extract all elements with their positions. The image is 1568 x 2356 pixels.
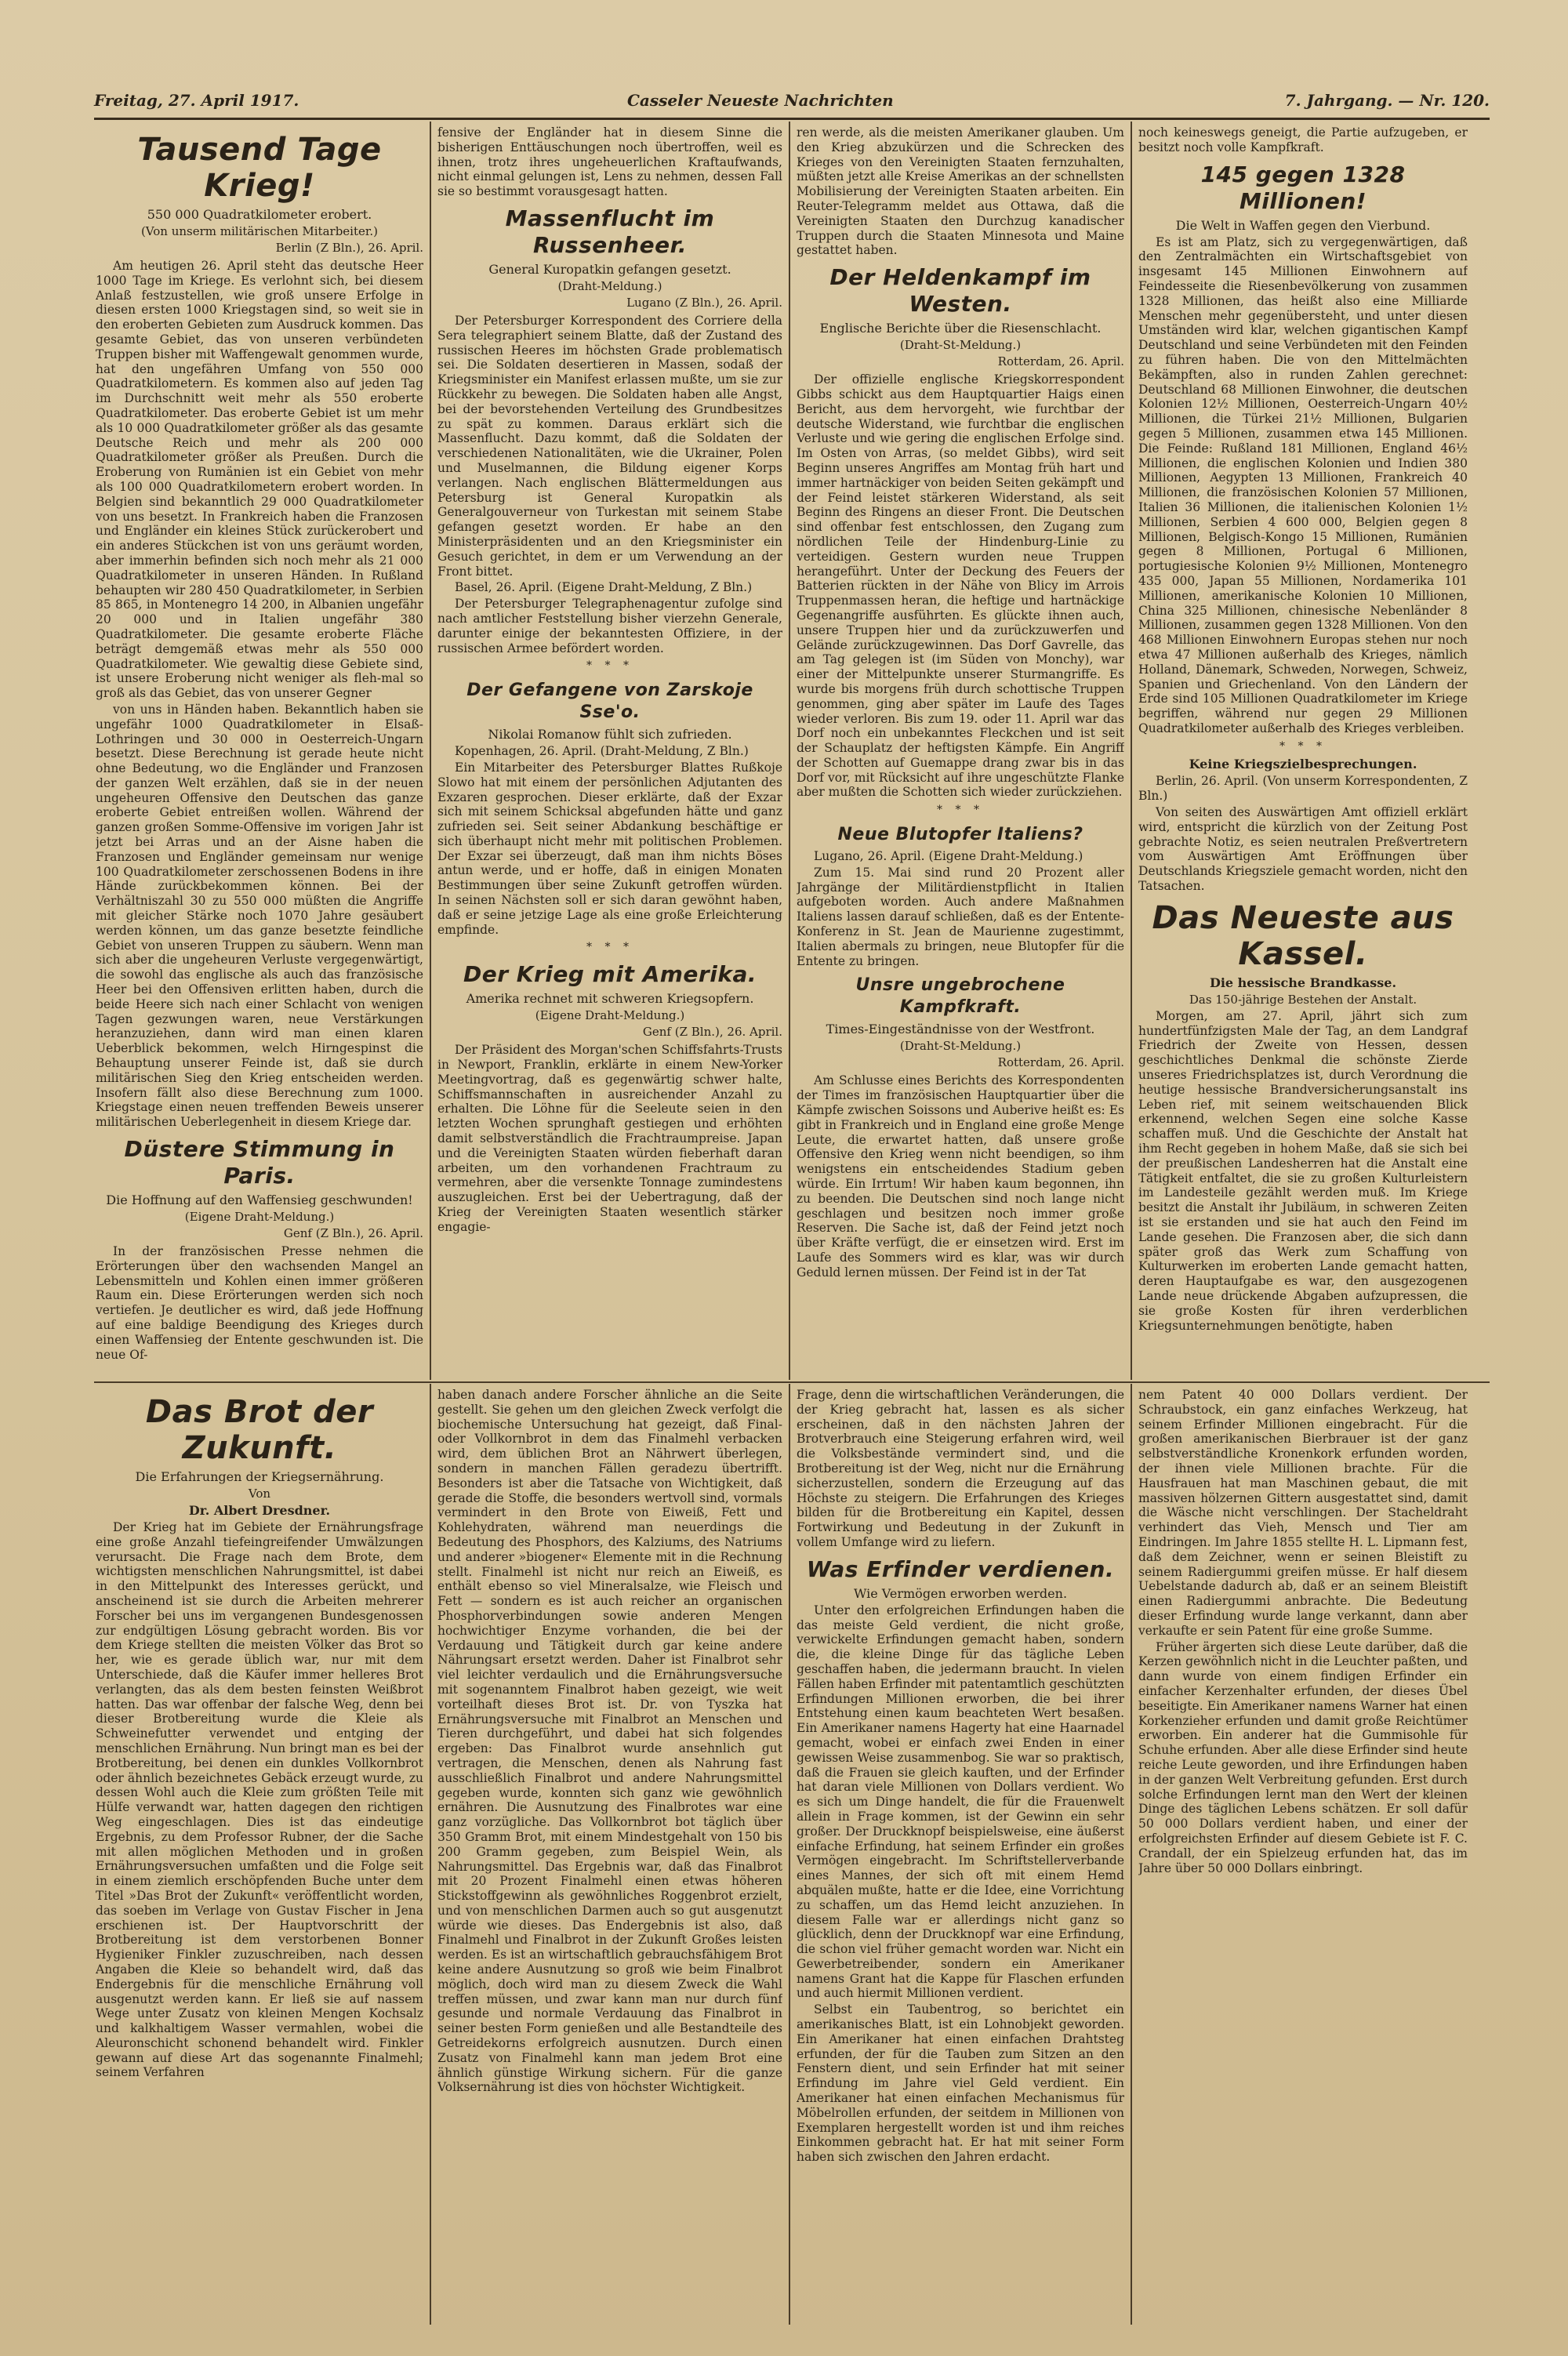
article-paragraph: Der offizielle englische Kriegskorrespondent Gibbs schickt aus dem Hauptquartier Haigs einen Bericht, aus dem hervorgeht, wie furchtbar der deutsche Widerstand, wie furchtbar die englischen Verluste und wie gering die englischen Erfolge sind. Im Osten von Arras, (so meldet Gibbs), wird seit Beginn unseres Angriffes am Montag früh hart und immer hartnäckiger von beiden Seiten gekämpft und der Feind leistet stärkeren Widerstand, als seit Beginn des Ringens an dieser Front. Die Deutschen sind offenbar fest entschlossen, den Zugang zum nördlichen Teile der Hindenburg-Linie zu verteidigen. Gestern wurden neue Truppen herangeführt. Unter der Deckung des Feuers der Batterien rückten in der Nähe von Blicy im Arrois Truppenmassen heran, die heftige und hartnäckige Gegenangriffe ausführten. Es glückte ihnen auch, unsere Truppen hier und da zurückzuwerfen und Gelände zurückzugewinnen. Das Dorf Gavrelle, das am Tag gelegen ist (im Süden von Monchy), war einer der Mittelpunkte unserer Sturmangriffe. Es wurde bis morgens früh durch schottische Truppen genommen, ging aber später im Laufe des Tages wieder verloren. Bis zum 19. oder 11. April war das Dorf noch ein unbekanntes Fleckchen und ist seit der Schauplatz der heftigsten Kämpfe. Ein Angriff der Schotten auf Guemappe drang zwar bis in das Dorf vor, mit Rücksicht auf ihre ungeschützte Flanke aber mußten die Schotten sich wieder zurückziehen. — [797, 372, 1124, 800]
article-by: Von — [248, 1487, 271, 1501]
article-paragraph: Der Präsident des Morgan'schen Schiffsfahrts-Trusts in Newport, Franklin, erklärte in einem New-Yorker Meetingvortrag, daß es gegenwärtig schwer halte, Schiffsmannschaften in ausreichender Anzahl zu erhalten. Die Löhne für die Seeleute seien in den letzten Wochen sprunghaft gestiegen und erhöhten damit selbstverständlich die Frachtraumpreise. Japan und die Vereinigten Staaten würden fieberhaft daran arbeiten, um den vorhandenen Frachtraum zu vermehren, aber die versenkte Tonnage zumindestens auszugleichen. Erst bei der Uebertragung, daß der Krieg der Vereinigten Staaten wesentlich stärker engagie- — [437, 1043, 782, 1234]
article-dateline: Genf (Z Bln.), 26. April. — [283, 1226, 423, 1241]
column-2 — [437, 125, 782, 1378]
masthead — [94, 86, 1490, 120]
article-subtitle: Die Hoffnung auf den Waffensieg geschwunden! — [106, 1193, 413, 1208]
separator-stars: * * * — [586, 659, 633, 673]
article-paragraph: ren werde, als die meisten Amerikaner glauben. Um den Krieg abzukürzen und die Schrecken des Krieges von den Vereinigten Staaten fernzuhalten, müßten jetzt alle Kreise Amerikas an der schnellsten Mobilisierung der Vereinigten Staaten arbeiten. Ein Reuter-Telegramm meldet aus Ottawa, daß die Vereinigten Staaten den Durchzug kanadischer Truppen durch die Staaten Minnesota und Maine gestattet haben. — [797, 125, 1124, 258]
article-source: (Draht-St-Meldung.) — [899, 1039, 1022, 1054]
masthead-paper-name: Casseler Neueste Nachrichten — [627, 91, 894, 110]
column-rule — [430, 1384, 431, 2325]
article-paragraph: Am Schlusse eines Berichts des Korrespondenten der Times im französischen Hauptquartier über die Kämpfe zwischen Soissons und Auberive heißt es: Es gibt in Frankreich und in England eine große Menge Leute, die erwartet hatten, daß unsere große Offensive den Krieg wenn nicht beendigen, so ihm wenigstens ein entscheidendes Stadium geben würde. Ein Irrtum! Wir haben kaum begonnen, ihn zu beenden. Die Deutschen sind noch lange nicht geschlagen und besitzen noch immer große Reserven. Die Sache ist, daß der Feind jetzt noch über Kräfte verfügt, die er einsetzen wird. Erst im Laufe des Sommers wird es klar, was wir durch Geduld lernen müssen. Der Feind ist in der Tat — [797, 1073, 1124, 1280]
feuilleton-column-4 — [1138, 1388, 1468, 2321]
column-rule — [1131, 1384, 1132, 2325]
feuilleton-column-1 — [96, 1388, 423, 2321]
article-paragraph: Von seiten des Auswärtigen Amt offiziell erklärt wird, entspricht die kürzlich von der Zeitung Post gebrachte Notiz, es seien neutralen Preßvertretern vom Auswärtigen Amt Eröffnungen über Deutschlands Kriegsziele gemacht worden, nicht den Tatsachen. — [1138, 805, 1468, 894]
article-source: (Draht-Meldung.) — [557, 278, 662, 293]
separator-stars: * * * — [586, 941, 633, 954]
article-paragraph: Der Petersburger Korrespondent des Corriere della Sera telegraphiert seinem Blatte, daß der Zustand des russischen Heeres im höchsten Grade problematisch sei. Die Soldaten desertieren in Massen, sodaß der Kriegsminister ein Manifest erlassen mußte, um sie zur Rückkehr zu bewegen. Die Soldaten haben alle Angst, bei der bevorstehenden Verteilung des Grundbesitzes zu spät zu kommen. Daraus erklärt sich die Massenflucht. Dazu kommt, daß die Soldaten der verschiedenen Nationalitäten, wie die Ukrainer, Polen und Muselmannen, die Bildung eigener Korps verlangen. Nach englischen Blättermeldungen aus Petersburg ist General Kuropatkin als Generalgouverneur von Turkestan mit seinem Stabe gefangen gesetzt worden. Er habe an den Ministerpräsidenten und an den Kriegsminister ein Gesuch gerichtet, in dem er um Verwendung an der Front bittet. — [437, 313, 782, 579]
article-title: Tausend Tage Krieg! — [137, 132, 382, 204]
column-4 — [1138, 125, 1468, 1378]
masthead-date: Freitag, 27. April 1917. — [94, 91, 299, 110]
article-title: Keine Kriegszielbesprechungen. — [1189, 757, 1417, 772]
article-title: Der Krieg mit Amerika. — [463, 961, 757, 988]
article-dateline: Rotterdam, 26. April. — [997, 1055, 1124, 1070]
column-rule — [430, 122, 431, 1380]
article-subtitle: Das 150-jährige Bestehen der Anstalt. — [1189, 992, 1417, 1007]
article-title: Unsre ungebrochene Kampfkraft. — [855, 975, 1065, 1018]
article-subtitle: Die hessische Brandkasse. — [1209, 975, 1397, 990]
article-paragraph: fensive der Engländer hat in diesem Sinne die bisherigen Enttäuschungen noch übertroffen, weil es ihnen, trotz ihres ungeheuerlichen Kraftaufwands, nicht einmal gelungen ist, Lens zu nehmen, dessen Fall sie so bestimmt vorausgesagt hatten. — [437, 125, 782, 199]
separator-stars: * * * — [1279, 739, 1327, 753]
article-paragraph: Frage, denn die wirtschaftlichen Veränderungen, die der Krieg gebracht hat, lassen es als sicher erscheinen, daß in den nächsten Jahren der Brotverbrauch eine Steigerung erfahren wird, weil die Volksbestände vermindert sind, und die Brotbereitung ist der Weg, nicht nur die Ernährung sicherzustellen, sondern die Erzeugung auf das Höchste zu steigern. Die Erfahrungen des Krieges bilden für die Brotbereitung ein Kapitel, dessen Fortwirkung und Bedeutung in der Zukunft in vollem Umfange wird zu liefern. — [797, 1388, 1124, 1549]
article-source: (Eigene Draht-Meldung.) — [535, 1008, 685, 1023]
article-title: Der Gefangene von Zarskoje Sse'o. — [466, 681, 753, 723]
section-divider — [94, 1381, 1490, 1383]
separator-stars: * * * — [937, 804, 984, 817]
article-subtitle: 550 000 Quadratkilometer erobert. — [147, 207, 372, 222]
article-paragraph: Der Krieg hat im Gebiete der Ernährungsfrage eine große Anzahl tiefeingreifender Umwälzungen verursacht. Die Frage nach dem Brote, dem wichtigsten menschlichen Nahrungsmittel, ist dabei in den Mittelpunkt des Interesses gerückt, und anscheinend ist sie durch die Arbeiten mehrerer Forscher bei uns im vergangenen Bundesgenossen zur endgültigen Lösung gebracht worden. Bis vor dem Kriege stellten die meisten Völker das Brot so her, wie es gerade üblich war, nur mit dem Unterschiede, daß die Käufer immer helleres Brot verlangten, das als dem besten feinsten Weißbrot hatten. Das war offenbar der falsche Weg, denn bei dieser Brotbereitung wurde die Kleie als Schweinefutter verwendet und entging der menschlichen Ernährung. Nun bringt man es bei der Brotbereitung, bei denen ein dunkles Vollkornbrot oder ähnlich bezeichnetes Gebäck erzeugt wurde, zu dessen Wohl auch die Kleie zum größten Teile mit Hülfe verwandt war, hatten dagegen den richtigen Weg eingeschlagen. Dies ist das eindeutige Ergebnis, zu dem Professor Rubner, der die Sache mit allen möglichen Methoden und in großen Ernährungsversuchen umfaßten und die Folge seit in einem ziemlich erschöpfenden Buche unter dem Titel »Das Brot der Zukunft« veröffentlicht worden, das soeben im Verlage von Gustav Fischer in Jena erschienen ist. Der Hauptvorschritt der Brotbereitung ist dem verstorbenen Bonner Hygieniker Finkler zuzuschreiben, nach dessen Angaben die Kleie so behandelt wird, daß das Endergebnis für die menschliche Ernährung voll ausgenutzt werden kann. Er ließ sie auf nassem Wege unter Zusatz von kleinen Mengen Kochsalz und kalkhaltigem Wasser vermahlen, wobei die Aleuronschicht schonend behandelt wird. Finkler gewann auf diese Art das sogenannte Finalmehl; seinem Verfahren — [96, 1520, 423, 2080]
column-rule — [1131, 122, 1132, 1380]
article-dateline-inline: Kopenhagen, 26. April. (Draht-Meldung, Z Bln.) — [455, 744, 749, 759]
article-dateline: Lugano (Z Bln.), 26. April. — [626, 295, 782, 310]
article-title: 145 gegen 1328 Millionen! — [1200, 161, 1406, 214]
article-title: Massenflucht im Russenheer. — [505, 205, 715, 258]
article-paragraph: Am heutigen 26. April steht das deutsche Heer 1000 Tage im Kriege. Es verlohnt sich, bei diesem Anlaß festzustellen, wie groß unsere Erfolge in diesen ersten 1000 Kriegstagen sind, so weit sie in den eroberten Gebieten zum Ausdruck kommen. Das gesamte Gebiet, das von unseren verbündeten Truppen bisher mit Waffengewalt genommen wurde, hat den ungefähren Umfang von 550 000 Quadratkilometern. Es kommen also auf jeden Tag im Durchschnitt weit mehr als 550 eroberte Quadratkilometer. Das eroberte Gebiet ist um mehr als 10 000 Quadratkilometer größer als das gesamte Deutsche Reich und mehr als 200 000 Quadratkilometer größer als Preußen. Durch die Eroberung von Rumänien ist ein Gebiet von mehr als 100 000 Quadratkilometern erobert worden. In Belgien sind bekanntlich 29 000 Quadratkilometer von uns besetzt. In Frankreich haben die Franzosen und Engländer ein kleines Stück zurückerobert und ein anderes Stückchen ist von uns geräumt worden, aber immerhin befinden sich noch mehr als 21 000 Quadratkilometer in unseren Händen. In Rußland behaupten wir 280 450 Quadratkilometer, in Serbien 85 865, in Montenegro 14 200, in Albanien ungefähr 20 000 und in Italien ungefähr 380 Quadratkilometer. Die gesamte eroberte Fläche beträgt demgemäß etwas mehr als 550 000 Quadratkilometer. Wie gewaltig diese Gebiete sind, ist unsere Eroberung nicht weniger als fleh-mal so groß als das Gebiet, das von unserer Gegner — [96, 259, 423, 701]
feuilleton-column-2 — [437, 1388, 782, 2321]
article-subtitle: Die Welt in Waffen gegen den Vierbund. — [1175, 217, 1431, 233]
article-subtitle: Nikolai Romanow fühlt sich zufrieden. — [488, 727, 732, 742]
article-subtitle: Amerika rechnet mit schweren Kriegsopfern. — [466, 991, 754, 1007]
article-subtitle: Wie Vermögen erworben werden. — [853, 1585, 1068, 1601]
article-paragraph: Zum 15. Mai sind rund 20 Prozent aller Jahrgänge der Militärdienstpflicht in Italien aufgeboten worden. Auch andere Maßnahmen Italiens lassen darauf schließen, daß es der Entente-Konferenz in St. Jean de Maurienne zugestimmt, Italien abermals zu bringen, neue Blutopfer für die Entente zu bringen. — [797, 865, 1124, 968]
article-paragraph: Der Petersburger Telegraphenagentur zufolge sind nach amtlicher Feststellung bisher vierzehn Generale, darunter einige der bekanntesten Offiziere, in der russischen Armee befördert worden. — [437, 597, 782, 655]
article-title: Düstere Stimmung in Paris. — [124, 1136, 395, 1189]
article-source: (Draht-St-Meldung.) — [899, 338, 1022, 353]
article-paragraph: noch keineswegs geneigt, die Partie aufzugeben, er besitzt noch volle Kampfkraft. — [1138, 125, 1468, 154]
article-dateline: Berlin (Z Bln.), 26. April. — [275, 241, 423, 255]
article-title: Der Heldenkampf im Westen. — [829, 264, 1091, 318]
article-title: Das Brot der Zukunft. — [145, 1394, 374, 1466]
article-author: Dr. Albert Dresdner. — [188, 1503, 331, 1518]
article-dateline-inline: Lugano, 26. April. (Eigene Draht-Meldung.) — [814, 849, 1083, 864]
article-dateline-inline: Basel, 26. April. (Eigene Draht-Meldung, Z Bln.) — [455, 580, 753, 595]
article-paragraph: In der französischen Presse nehmen die Erörterungen über den wachsenden Mangel an Lebensmitteln und Kohlen einen immer größeren Raum ein. Diese Erörterungen werden sich noch vertiefen. Je deutlicher es wird, daß jede Hoffnung auf eine baldige Beendigung des Krieges durch einen Waffensieg der Entente geschwunden ist. Die neue Of- — [96, 1244, 423, 1362]
column-rule — [789, 122, 790, 1380]
article-subtitle: Times-Eingeständnisse von der Westfront. — [826, 1022, 1095, 1037]
article-paragraph: Unter den erfolgreichen Erfindungen haben die das meiste Geld verdient, die nicht große, verwickelte Erfindungen gemacht haben, sondern die, die kleine Dinge für das tägliche Leben geschaffen haben, die jedermann braucht. In vielen Fällen haben Erfinder mit patentamtlich geschützten Erfindungen Millionen erworben, die bei ihrer Entstehung einen kaum beachteten Wert besaßen. Ein Amerikaner namens Hagerty hat eine Haarnadel gemacht, wobei er einfach zwei Enden in einer gewissen Weise zusammenbog. Sie war so praktisch, daß die Frauen sie gleich kauften, und der Erfinder hat daran viele Millionen von Dollars verdient. Wo es sich um Dinge handelt, die für die Frauenwelt allein in Frage kommen, ist der Gewinn ein sehr großer. Der Druckknopf beispielsweise, eine äußerst einfache Erfindung, hat seinem Erfinder ein großes Vermögen eingebracht. Im Schriftstellerverbande eines Mannes, der sich oft mit einem Hemd abquälen mußte, hatte er die Idee, eine Vorrichtung zu schaffen, um das Hemd leicht anzuziehen. In diesem Falle war er allerdings nicht ganz so glücklich, denn der Druckknopf war eine Erfindung, die schon viel früher gemacht worden war. Nicht ein Gewerbetreibender, sondern ein Amerikaner namens Grant hat die Kappe für Flaschen erfunden und auch hiermit Millionen verdient. — [797, 1603, 1124, 2001]
column-rule — [789, 1384, 790, 2325]
article-subtitle: Die Erfahrungen der Kriegsernährung. — [135, 1469, 384, 1484]
article-subtitle: General Kuropatkin gefangen gesetzt. — [488, 261, 731, 277]
article-subtitle: Englische Berichte über die Riesenschlacht. — [819, 321, 1102, 336]
article-paragraph: Früher ärgerten sich diese Leute darüber, daß die Kerzen gewöhnlich nicht in die Leuchter paßten, und dann wurde von einem findigen Erfinder ein einfacher Kerzenhalter erfunden, der dieses Übel beseitigte. Ein Amerikaner namens Warner hat einen Korkenzieher erfunden und damit große Reichtümer erworben. Ein anderer hat die Gummisohle für Schuhe erfunden. Aber alle diese Erfinder sind heute reiche Leute geworden, und ihre Erfindungen haben in der ganzen Welt Verbreitung gefunden. Erst durch solche Erfindungen lernt man den Wert der kleinen Dinge des täglichen Lebens schätzen. Er soll dafür 50 000 Dollars verdient haben, und einer der erfolgreichsten Erfinder auf diesem Gebiete ist F. C. Crandall, der ein Spielzeug erfunden hat, das im Jahre über 50 000 Dollars einbringt. — [1138, 1639, 1468, 1875]
article-paragraph: nem Patent 40 000 Dollars verdient. Der Schraubstock, ein ganz einfaches Werkzeug, hat seinem Erfinder Millionen eingebracht. Für die großen amerikanischen Bierbrauer ist der ganz selbstverständliche Kronenkork erfunden worden, der ihnen viele Millionen brachte. Für die Hausfrauen hat man Maschinen gebaut, die mit massiven hölzernen Gittern ausgestattet sind, damit die Wäsche nicht verschlingen. Der Stacheldraht verhindert das Vieh, Mensch und Tier am Eindringen. Im Jahre 1855 stellte H. L. Lipmann fest, daß dem Zeichner, wenn er seinen Bleistift zu seinem Radiergummi greifen müsse. Er half diesem Uebelstande dadurch ab, daß er an seinem Bleistift einen Radiergummi anbrachte. Die Bedeutung dieser Erfindung wurde lange verkannt, dann aber verkaufte er sein Patent für eine große Summe. — [1138, 1388, 1468, 1638]
article-paragraph: von uns in Händen haben. Bekanntlich haben sie ungefähr 1000 Quadratkilometer in Elsaß-Lothringen und 30 000 in Oesterreich-Ungarn besetzt. Diese Berechnung ist gerade heute nicht ohne Bedeutung, wo die Engländer und Franzosen der ganzen Welt erzählen, daß sie in der neuen ungeheuren Offensive den Deutschen das ganze eroberte Gebiet entreißen wollen. Während der ganzen großen Somme-Offensive im vorigen Jahr ist jetzt bei Arras und an der Aisne haben die Franzosen und Engländer gemeinsam nur wenige 100 Quadratkilometer zerschossenen Bodens in ihre Hände zurückbekommen können. Bei der Verhältniszahl 30 zu 550 000 müßten die Angriffe mit gleicher Stärke noch 1070 Jahre gesäubert werden können, um das ganze besetzte feindliche Gebiet von unseren Truppen zu säubern. Wenn man sich aber die ungeheuren Verluste vergegenwärtigt, die sowohl das englische als auch das französische Heer bei den Offensiven erlitten haben, durch die beide Heere sich nach einer Schlacht von wenigen Tagen gezwungen waren, neue Verstärkungen heranzuziehen, dann wird man einen klaren Ueberblick bekommen, welch Hirngespinst die Behauptung unserer Feinde ist, daß sie durch militärischen Sieg den Krieg entscheiden werden. Insofern fällt also diese Berechnung zum 1000. Kriegstage einen neuen treffenden Beweis unserer militärischen Ueberlegenheit in diesem Kriege dar. — [96, 702, 423, 1130]
column-1 — [96, 125, 423, 1378]
feuilleton-column-3 — [797, 1388, 1124, 2321]
article-dateline: Rotterdam, 26. April. — [997, 354, 1124, 369]
article-byline: (Von unserm militärischen Mitarbeiter.) — [140, 224, 379, 238]
article-source: (Eigene Draht-Meldung.) — [184, 1210, 335, 1225]
article-paragraph: haben danach andere Forscher ähnliche an die Seite gestellt. Sie gehen um den gleichen Zweck verfolgt die biochemische Untersuchung hat gezeigt, daß Final- oder Vollkornbrot in dem das Finalmehl verbacken wird, dem üblichen Brot an Nährwert überlegen, sondern in manchen Fällen geradezu übertrifft. Besonders ist aber die Tatsache von Wichtigkeit, daß gerade die Stoffe, die besonders wertvoll sind, vormals vermindert in den Brote von Eiweiß, Fett und Kohlehydraten, während man neuerdings die Bedeutung des Phosphors, des Kalziums, des Natriums und anderer »biogener« Elemente mit in die Rechnung stellt. Finalmehl ist nicht nur reich an Eiweiß, es enthält ebenso so viel Mineralsalze, wie Fleisch und Fett — sondern es ist auch reicher an organischen Phosphorverbindungen sowie anderen Mengen hochwichtiger Enzyme vorhanden, die bei der Verdauung und Tätigkeit durch gar keine andere Nährungsart ersetzt werden. Daher ist Finalbrot sehr viel leichter verdaulich und die Ernährungsversuche mit sogenanntem Finalbrot haben gezeigt, wie weit vorteilhaft dieses Brot ist. Dr. von Tyszka hat Ernährungsversuche mit Finalbrot an Menschen und Tieren durchgeführt, und dabei hat sich folgendes ergeben: Das Finalbrot wurde ansehnlich gut vertragen, die Menschen, denen als Nahrung fast ausschließlich Finalbrot und andere Nahrungsmittel gegeben wurde, konnten sich ganz wie gewöhnlich ernähren. Die Ausnutzung des Finalbrotes war eine ganz vorzügliche. Das Vollkornbrot bot täglich über 350 Gramm Brot, mit einem Mindestgehalt von 150 bis 200 Gramm gegeben, zum Beispiel Wein, als Nahrungsmittel. Das Ergebnis war, daß das Finalbrot mit 20 Prozent Finalmehl einen etwas höheren Stickstoffgewinn als gewöhnliches Roggenbrot erzielt, und von menschlichen Darmen auch so gut ausgenutzt würde wie dieses. Das Endergebnis ist also, daß Finalmehl und Finalbrot in der Zukunft Großes leisten werden. Es ist an wirtschaftlich gebrauchsfähigem Brot keine andere Ausnutzung so groß wie beim Finalbrot möglich, doch wird man zu diesem Zweck die Wahl treffen müssen, und zwar kann man nur durch fünf gesunde und normale Verdauung das Finalbrot in seiner besten Form genießen und alle Bestandteile des Getreidekorns erfolgreich ausnutzen. Durch einen Zusatz von Finalmehl kann man jedem Brot eine ähnlich günstige Wirkung sichern. Für die ganze Volksernährung ist dies von höchster Wichtigkeit. — [437, 1388, 782, 2095]
article-paragraph: Ein Mitarbeiter des Petersburger Blattes Rußkoje Slowo hat mit einem der persönlichen Adjutanten des Exzaren gesprochen. Dieser erklärte, daß der Exzar sich mit seinem Schicksal abgefunden hätte und ganz zufrieden sei. Seit seiner Abdankung beschäftige er sich überhaupt nicht mehr mit politischen Problemen. Der Exzar sei überzeugt, daß man ihm nichts Böses antun werde, und er hoffe, daß in einigen Monaten Bestimmungen über seine Zukunft getroffen würden. In seinen Nächsten soll er sich daran gewöhnt haben, daß er seine jetzige Lage als eine große Erleichterung empfinde. — [437, 760, 782, 937]
article-paragraph: Es ist am Platz, sich zu vergegenwärtigen, daß den Zentralmächten ein Wirtschaftsgebiet von insgesamt 145 Millionen Einwohnern auf Feindesseite die Riesenbevölkerung von zusammen 1328 Millionen, das heißt also eine Milliarde Menschen mehr gegenübersteht, und unter diesen Umständen wird klar, welchen gigantischen Kampf Deutschland und seine Verbündeten mit den Feinden zu führen haben. Die von den Mittelmächten Bekämpften, also in runden Zahlen gerechnet: Deutschland 68 Millionen Einwohner, die deutschen Kolonien 12½ Millionen, Oesterreich-Ungarn 40½ Millionen, die Türkei 21½ Millionen, Bulgarien gegen 5 Millionen, zusammen etwa 145 Millionen. Die Feinde: Rußland 181 Millionen, England 46½ Millionen, die englischen Kolonien und Indien 380 Millionen, Aegypten 13 Millionen, Frankreich 40 Millionen, die französischen Kolonien 57 Millionen, Italien 36 Millionen, die italienischen Kolonien 1½ Millionen, Serbien 4 600 000, Belgien gegen 8 Millionen, Belgisch-Kongo 15 Millionen, Rumänien gegen 8 Millionen, Portugal 6 Millionen, portugiesische Kolonien 9½ Millionen, Montenegro 435 000, Japan 55 Millionen, Nordamerika 101 Millionen, amerikanische Kolonien 10 Millionen, China 325 Millionen, chinesische Nebenländer 8 Millionen, zusammen gegen 1328 Millionen. Von den 468 Millionen Einwohnern Europas stehen nur noch etwa 47 Millionen außerhalb des Krieges, nämlich Holland, Dänemark, Schweden, Norwegen, Schweiz, Spanien und Griechenland. Von den Ländern der Erde sind 105 Millionen Quadratkilometer im Kriege begriffen, während nur gegen 29 Millionen Quadratkilometer außerhalb des Krieges verbleiben. — [1138, 234, 1468, 735]
masthead-issue: 7. Jahrgang. — Nr. 120. — [1284, 91, 1490, 110]
article-paragraph: Morgen, am 27. April, jährt sich zum hundertfünfzigsten Male der Tag, an dem Landgraf Friedrich der Zweite von Hessen, dessen geschichtliches Denkmal die schönste Zierde unseres Friedrichsplatzes ist, durch Verordnung die heutige hessische Brandversicherungsanstalt ins Leben rief, mit seinem weitschauenden Blick erkennend, welchen Segen eine solche Kasse schaffen muß. Und die Geschichte der Anstalt hat ihm Recht gegeben in hohem Maße, daß sie sich bei der preußischen Landesherren hat die Anstalt eine Tätigkeit entfaltet, die sie zu großen Kulturleistern im Landesteile gezählt werden muß. Im Kriege besitzt die Anstalt ihr Jubiläum, in schweren Zeiten ist sie erstanden und sie hat auch den Feind im Lande gesehen. Die Franzosen aber, die sich dann später groß das Werk zum Schaffung von Kulturwerken im eroberten Lande gemacht hatten, deren Hauptaufgabe es war, den ausgezogenen Lande neue drückende Abgaben aufzupressen, die sie große Kosten für ihren verderblichen Kriegsunternehmungen benötigte, haben — [1138, 1008, 1468, 1333]
article-dateline: Genf (Z Bln.), 26. April. — [642, 1025, 782, 1040]
article-title: Was Erfinder verdienen. — [806, 1556, 1115, 1582]
article-dateline-inline: Berlin, 26. April. (Von unserm Korrespondenten, Z Bln.) — [1138, 774, 1468, 804]
article-paragraph: Selbst ein Taubentrog, so berichtet ein amerikanisches Blatt, ist ein Lohnobjekt geworden. Ein Amerikaner hat einen einfachen Drahtsteg erfunden, der für die Tauben zum Sitzen an den Fenstern dient, und sein Erfinder hat mit seiner Erfindung im Jahre viel Geld verdient. Ein Amerikaner hat einen einfachen Mechanismus für Möbelrollen erfunden, der seitdem in Millionen von Exemplaren hergestellt worden ist und ihm reiches Einkommen gebracht hat. Er hat mit seiner Form haben sich zwischen den Jahren erdacht. — [797, 2002, 1124, 2165]
article-title: Neue Blutopfer Italiens? — [837, 825, 1083, 845]
article-title: Das Neueste aus Kassel. — [1152, 899, 1454, 972]
column-3 — [797, 125, 1124, 1378]
